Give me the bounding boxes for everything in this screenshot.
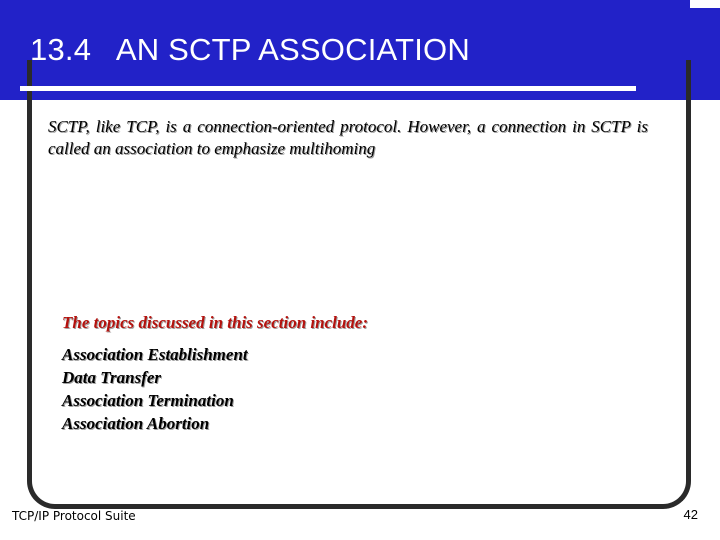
topic-item-termination: Association Termination [62, 391, 234, 410]
title-underline [20, 86, 636, 91]
topic-list [62, 343, 248, 435]
topic-item-data-transfer: Data Transfer [62, 368, 162, 387]
content-area [32, 100, 686, 502]
footer-source: TCP/IP Protocol Suite [12, 509, 136, 523]
topic-item-establishment: Association Establishment [62, 345, 248, 364]
header-corner [690, 0, 720, 8]
topic-item-abortion: Association Abortion [62, 414, 210, 433]
topics-heading: The topics discussed in this section include: [62, 313, 369, 332]
slide-title: 13.4 AN SCTP ASSOCIATION [30, 32, 470, 67]
page-number: 42 [683, 507, 698, 522]
intro-paragraph: SCTP, like TCP, is a connection-oriented protocol. However, a connection in SCTP is called an association to emphasize multihoming [48, 117, 648, 158]
